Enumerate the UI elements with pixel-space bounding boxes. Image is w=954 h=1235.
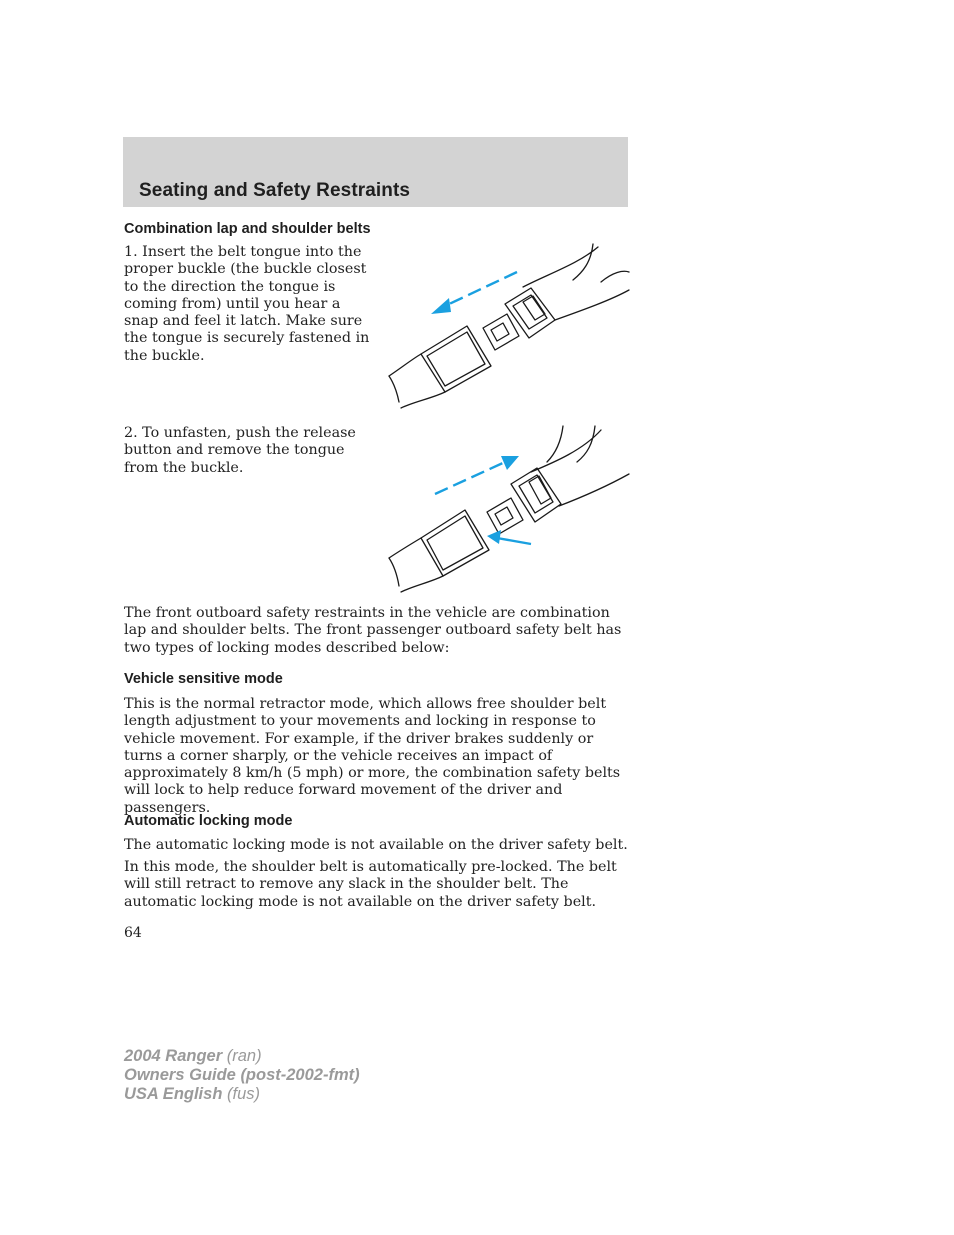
seatbelt-release-illustration [383,422,631,594]
section-header-band [123,137,628,207]
step-1-text: 1. Insert the belt tongue into the proper buckle (the buckle closest to the direction the tongue is coming from) until you hear a snap and feel it latch. Make sure the tongue is securely fastened in the buckle. [124,244,370,364]
automatic-locking-body-1: The automatic locking mode is not available on the driver safety belt. [124,837,628,853]
section-title: Seating and Safety Restraints [139,180,411,201]
seatbelt-insert-illustration [383,242,631,412]
step-2-text: 2. To unfasten, push the release button and remove the tongue from the buckle. [124,425,356,476]
footer-line-1: 2004 Ranger (ran) [124,1047,262,1065]
vehicle-sensitive-body-text: This is the normal retractor mode, which allows free shoulder belt length adjustment to your movements and locking in response to vehicle movement. For example, if the driver brakes suddenly or turns a corner sharply, or the vehicle receives an impact of approximately 8 km/h (5 mph) or more, the combination safety belts will lock to help reduce forward movement of the driver and passengers. [124,696,621,816]
automatic-locking-body-2: In this mode, the shoulder belt is automatically pre-locked. The belt will still retract to remove any slack in the shoulder belt. The automatic locking mode is not available on the driver safety belt. [124,859,617,910]
heading-combination-belts: Combination lap and shoulder belts [124,221,371,237]
combination-body-text: The front outboard safety restraints in the vehicle are combination lap and shoulder belts. The front passenger outboard safety belt has two types of locking modes described below: [124,605,622,656]
page-number: 64 [124,925,142,941]
footer-line-2: Owners Guide (post-2002-fmt) [124,1066,360,1084]
footer-line-3: USA English (fus) [124,1085,260,1103]
document-footer [124,1047,360,1104]
heading-vehicle-sensitive: Vehicle sensitive mode [124,671,283,687]
heading-automatic-locking: Automatic locking mode [124,813,293,829]
